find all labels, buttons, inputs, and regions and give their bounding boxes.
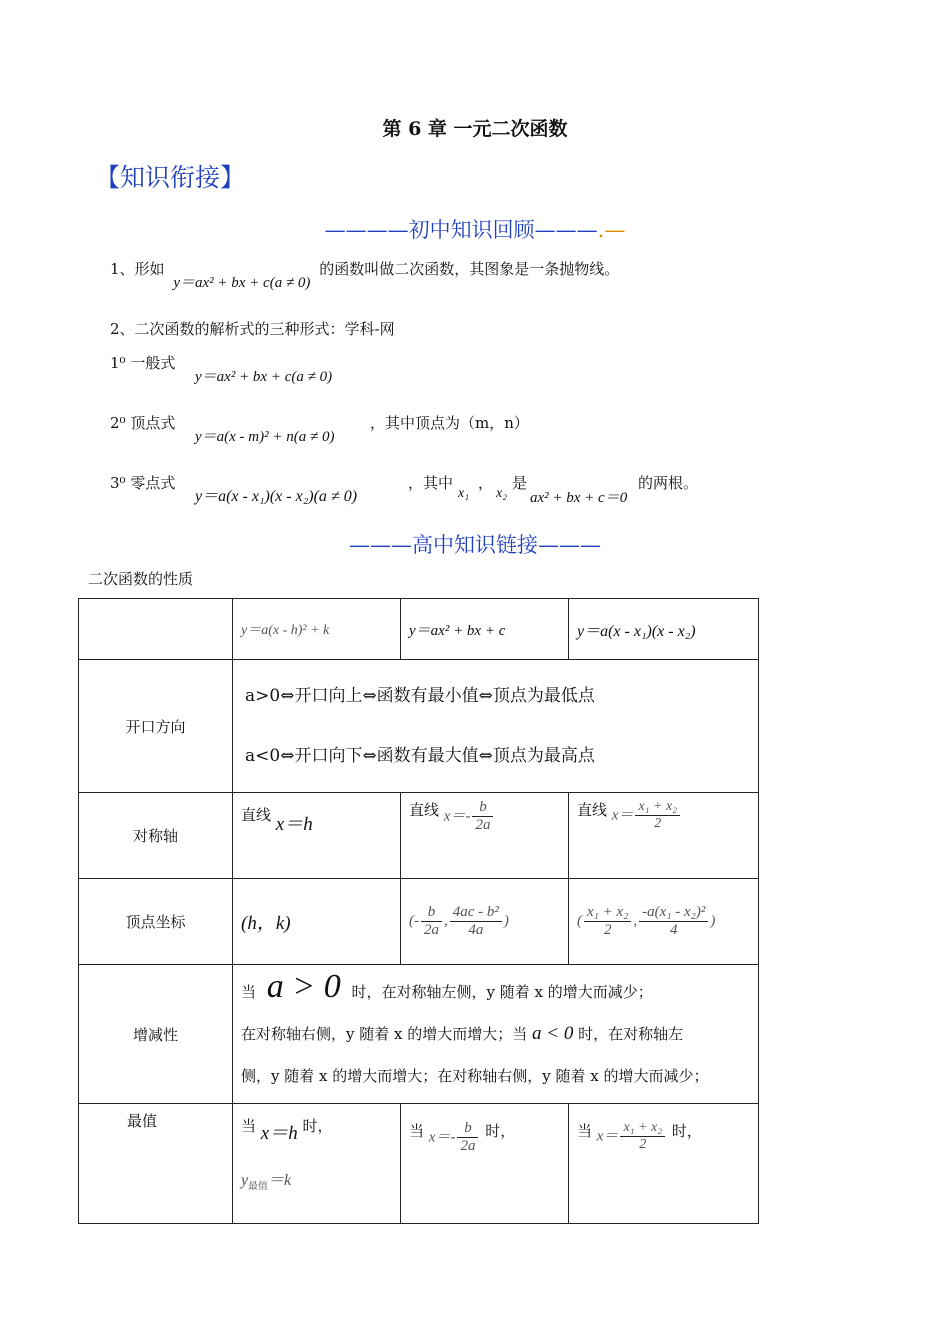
extreme-1-value-y: y (241, 1172, 249, 1189)
properties-table (78, 598, 759, 1224)
table-header-row (79, 599, 759, 660)
vertex-2-sep: , (444, 912, 448, 929)
vertex-3-f1-denominator: 2 (603, 922, 612, 938)
form-general-label: 1⁰ 一般式 (110, 354, 176, 372)
extreme-cell-vertex-form (233, 1104, 401, 1224)
form-zero-x2: x₂ (496, 486, 508, 501)
vertex-2-open: (- (409, 912, 419, 929)
extreme-3-denominator: 2 (639, 1137, 647, 1152)
form-vertex-suffix: ，其中顶点为（m，n） (370, 414, 529, 432)
vertex-2-f1-denominator: 2a (424, 922, 439, 938)
form-zero-label: 3⁰ 零点式 (110, 474, 176, 492)
extreme-1-math: x＝h (260, 1123, 298, 1144)
open-direction-content (233, 660, 759, 793)
review-heading (0, 214, 950, 244)
row-label-extreme: 最值 (79, 1104, 233, 1224)
extreme-3-lhs: x＝ (596, 1128, 619, 1145)
vertex-2-fraction-1 (421, 904, 442, 939)
axis-2-prefix: 直线 (409, 801, 440, 819)
monotonic-line-1 (241, 968, 750, 1013)
header-zero-form: y＝a(x - x₁)(x - x₂) (569, 599, 759, 660)
monotonic-line-2 (241, 1013, 750, 1055)
axis-3-lhs: x＝ (611, 807, 634, 824)
monotonic-2-math: a < 0 (532, 1023, 574, 1044)
axis-3-numerator: x₁ + x₂ (635, 799, 680, 816)
axis-1-prefix: 直线 (241, 806, 272, 824)
axis-3-fraction (635, 799, 680, 832)
form-zero-suffix: 的两根。 (638, 474, 699, 492)
table-row-extreme (79, 1104, 759, 1224)
axis-cell-vertex-form (233, 793, 401, 879)
axis-cell-general-form (401, 793, 569, 879)
page-title: 第 6 章 一元二次函数 (382, 118, 568, 140)
vertex-2-f2-denominator: 4a (468, 922, 484, 938)
item-1 (110, 258, 620, 291)
extreme-3-fraction (620, 1120, 665, 1153)
axis-cell-zero-form (569, 793, 759, 879)
axis-2-lhs: x＝- (443, 808, 471, 825)
axis-1-math: x＝h (275, 814, 313, 835)
vertex-3-f1-numerator: x₁ + x₂ (584, 904, 631, 922)
vertex-3-f2-denominator: 4 (669, 922, 678, 938)
extreme-2-line (409, 1120, 560, 1155)
header-general-form: y＝ax² + bx + c (401, 599, 569, 660)
table-row-open-direction (79, 660, 759, 793)
header-cell-empty (79, 599, 233, 660)
table-row-axis (79, 793, 759, 879)
monotonic-1-math: a > 0 (266, 968, 341, 1005)
form-zero-mid1: ，其中 (408, 474, 454, 492)
vertex-cell-vertex-form (233, 879, 401, 965)
extreme-2-lhs: x＝- (428, 1129, 456, 1146)
monotonic-2-a: 在对称轴右侧，y 随着 x 的增大而增大；当 (241, 1025, 528, 1043)
form-zero-comma: ， (478, 474, 494, 492)
extreme-2-denominator: 2a (460, 1138, 476, 1154)
extreme-3-when: 当 (577, 1122, 593, 1140)
open-direction-line-1: a>0⇔开口向上⇔函数有最小值⇔顶点为最低点 (245, 686, 595, 706)
monotonic-line-3: 侧，y 随着 x 的增大而增大；在对称轴右侧，y 随着 x 的增大而减少； (241, 1067, 709, 1085)
row-label-open-direction: 开口方向 (79, 660, 233, 793)
extreme-1-when: 当 (241, 1117, 257, 1135)
extreme-3-line (577, 1120, 750, 1153)
vertex-3-sep: , (633, 912, 638, 929)
row-label-monotonic: 增减性 (79, 965, 233, 1104)
extreme-1-line (241, 1110, 392, 1144)
item-2: 2、二次函数的解析式的三种形式：学科-网 (110, 320, 395, 338)
vertex-3-close: ) (710, 912, 716, 929)
axis-2-fraction (472, 799, 493, 834)
form-zero-x1: x₁ (458, 486, 470, 501)
form-vertex-label: 2⁰ 顶点式 (110, 414, 176, 432)
extreme-cell-general-form (401, 1104, 569, 1224)
vertex-2-f2-numerator: 4ac - b² (450, 904, 502, 922)
axis-3-denominator: 2 (654, 816, 662, 831)
form-vertex-formula: y＝a(x - m)² + n(a ≠ 0) (195, 429, 335, 445)
vertex-1-math: (h，k) (241, 913, 291, 934)
monotonic-1-a: 当 (241, 983, 257, 1001)
row-label-axis: 对称轴 (79, 793, 233, 879)
extreme-1-then: 时， (302, 1117, 333, 1135)
vertex-3-fraction-2 (639, 904, 708, 939)
vertex-2-f1-numerator: b (421, 904, 442, 922)
vertex-3-fraction-1 (584, 904, 631, 939)
extreme-1-value (241, 1167, 392, 1192)
form-zero-mid2: 是 (512, 474, 528, 492)
vertex-cell-zero-form (569, 879, 759, 965)
extreme-3-numerator: x₁ + x₂ (620, 1120, 665, 1137)
table-row-vertex (79, 879, 759, 965)
form-zero-formula: y＝a(x - x₁)(x - x₂)(a ≠ 0) (195, 488, 358, 505)
extreme-3-then: 时， (671, 1122, 702, 1140)
axis-2-numerator: b (472, 799, 493, 817)
form-zero-equation: ax² + bx + c＝0 (530, 490, 628, 506)
open-direction-line-2: a<0⇔开口向下⇔函数有最大值⇔顶点为最高点 (245, 746, 595, 766)
vertex-2-fraction-2 (450, 904, 502, 939)
form-general-formula: y＝ax² + bx + c(a ≠ 0) (195, 369, 333, 385)
item-1-formula: y＝ax² + bx + c(a ≠ 0) (173, 275, 311, 291)
header-vertex-form: y＝a(x - h)² + k (233, 599, 401, 660)
review-heading-text: ————初中知识回顾——— (324, 218, 598, 242)
vertex-3-open: ( (577, 912, 582, 929)
item-1-suffix: 的函数叫做二次函数，其图象是一条抛物线。 (319, 260, 620, 278)
extreme-2-then: 时， (485, 1122, 516, 1140)
vertex-cell-general-form (401, 879, 569, 965)
section-heading: 【知识衔接】 (95, 163, 246, 192)
vertex-3-f2-numerator: -a(x₁ - x₂)² (639, 904, 708, 922)
row-label-vertex: 顶点坐标 (79, 879, 233, 965)
axis-3-prefix: 直线 (577, 801, 608, 819)
vertex-2-close: ) (503, 912, 509, 929)
axis-2-denominator: 2a (475, 817, 491, 833)
monotonic-content (233, 965, 759, 1104)
monotonic-1-b: 时，在对称轴左侧，y 随着 x 的增大而减少； (351, 983, 653, 1001)
monotonic-2-b: 时，在对称轴左 (578, 1025, 684, 1043)
extreme-2-when: 当 (409, 1122, 425, 1140)
extreme-cell-zero-form (569, 1104, 759, 1224)
item-1-prefix: 1、形如 (110, 260, 165, 278)
review-heading-tail: .— (597, 218, 626, 242)
extreme-1-value-sub: 最值 (248, 1181, 268, 1193)
table-row-monotonic (79, 965, 759, 1104)
extreme-2-fraction (457, 1120, 478, 1155)
table-caption: 二次函数的性质 (88, 570, 194, 588)
link-heading: ———高中知识链接——— (349, 533, 601, 557)
extreme-1-value-rhs: ＝k (267, 1172, 292, 1189)
extreme-2-numerator: b (457, 1120, 478, 1138)
